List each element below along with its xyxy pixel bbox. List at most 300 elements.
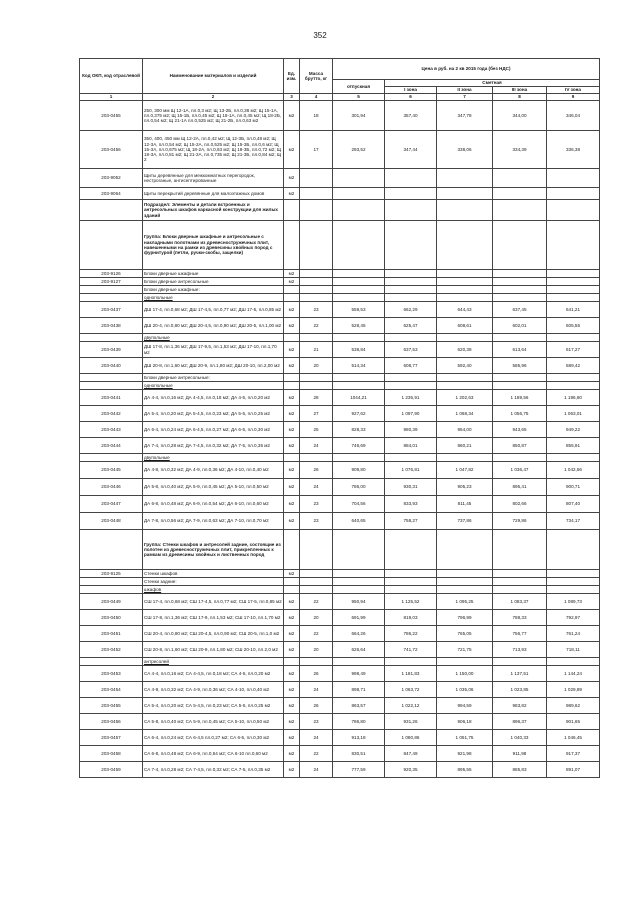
table-row [80, 682, 600, 698]
row-price-zone-2: 347,78 [437, 101, 493, 131]
row-unit: м2 [284, 462, 300, 479]
row-mass [300, 169, 333, 188]
empty-cell [493, 658, 547, 666]
subheading-row [80, 658, 600, 666]
row-mass: 22 [300, 746, 333, 762]
row-mass: 18 [300, 101, 333, 131]
row-price-zone-3: 943,65 [493, 422, 547, 438]
empty-cell [333, 382, 385, 390]
row-code [80, 200, 143, 221]
row-price-release: 746,69 [333, 438, 385, 454]
row-price-release: 514,34 [333, 358, 385, 374]
row-name: СА 4-4, пл.0,16 м2; СА 4-4,5, пл.0,18 м2; СА 4-5, пл.0,20 м2 [143, 666, 284, 682]
row-price-zone-1: 1 097,90 [385, 406, 437, 422]
row-price-zone-2: 1 095,25 [437, 594, 493, 610]
row-price-zone-2: 338,06 [437, 131, 493, 169]
row-price-zone-1: 357,40 [385, 101, 437, 131]
row-price-zone-3: 602,01 [493, 318, 547, 334]
table-row [80, 730, 600, 746]
row-code: 203-0438 [80, 318, 143, 334]
table-row [80, 479, 600, 496]
empty-cell [437, 454, 493, 462]
row-price-zone-4: 949,22 [547, 422, 600, 438]
empty-cell [547, 658, 600, 666]
empty-cell [333, 294, 385, 302]
table-row [80, 131, 600, 169]
empty-cell [493, 530, 547, 570]
row-mass: 23 [300, 513, 333, 530]
row-mass: 20 [300, 610, 333, 626]
row-price-zone-4: 1 046,45 [547, 730, 600, 746]
row-price-zone-3 [493, 188, 547, 200]
row-price-zone-2: 1 150,00 [437, 666, 493, 682]
row-name: ДШ 17-4, пл.0,68 м2; ДШ 17-4,5, пл.0,77 м2; ДШ 17-5, пл.0,85 м2 [143, 302, 284, 318]
row-code: 203-0440 [80, 358, 143, 374]
empty-cell [385, 382, 437, 390]
row-name: СШ 17-8, пл.1,36 м2; СШ 17-9, пл.1,53 м2; СШ 17-10, пл.1,70 м2 [143, 610, 284, 626]
row-name: 250, 300 мм Щ 12-1А, пл.0,3 м2; Щ 13-2Б, пл.0,36 м2; Щ 15-1А, пл.0,375 м2; Щ 15-1Б, пл.0,45 м2; Щ 18-1А, пл.0,45 м2; Щ 18-2Б, пл.0,54 м2; Щ 21-1А пл.0,525 м2; Щ 21-2Б, пл.0,63 м2 [143, 101, 284, 131]
row-price-zone-4: 1 196,60 [547, 390, 600, 406]
row-price-zone-1 [385, 169, 437, 188]
header-unit: Ед. изм. [284, 59, 300, 94]
row-price-release: 786,00 [333, 479, 385, 496]
row-price-zone-4: 346,04 [547, 101, 600, 131]
row-code [80, 334, 143, 342]
empty-cell [437, 374, 493, 382]
row-price-zone-3: 850,87 [493, 438, 547, 454]
row-mass [300, 278, 333, 286]
empty-cell [284, 454, 300, 462]
row-price-zone-1: 833,93 [385, 496, 437, 513]
row-price-zone-4: 1 144,24 [547, 666, 600, 682]
empty-cell [284, 658, 300, 666]
row-price-zone-3: 1 040,33 [493, 730, 547, 746]
row-mass: 22 [300, 594, 333, 610]
row-price-zone-2 [437, 188, 493, 200]
row-price-zone-1: 1 235,91 [385, 390, 437, 406]
row-mass: 23 [300, 302, 333, 318]
header-estimate: Сметная [385, 80, 600, 87]
row-unit: м2 [284, 422, 300, 438]
header-release-price: отпускная [333, 80, 385, 94]
empty-cell [284, 530, 300, 570]
row-price-zone-4 [547, 570, 600, 578]
row-code [80, 286, 143, 294]
row-mass: 28 [300, 390, 333, 406]
subheading-row [80, 374, 600, 382]
row-mass: 24 [300, 730, 333, 746]
empty-cell [284, 286, 300, 294]
subheading: двупольные [143, 334, 284, 342]
row-unit: м2 [284, 131, 300, 169]
row-price-zone-2: 608,61 [437, 318, 493, 334]
row-price-release: 950,94 [333, 594, 385, 610]
row-name: Щиты деревянные для межкомнатных перегородок, нестроганые, антисептированные [143, 169, 284, 188]
row-code: 203-0447 [80, 496, 143, 513]
row-price-zone-1: 741,72 [385, 642, 437, 658]
subheading-row [80, 454, 600, 462]
row-price-zone-3: 895,41 [493, 479, 547, 496]
col-number: 8 [493, 94, 547, 101]
subheading-row [80, 578, 600, 586]
row-unit: м2 [284, 570, 300, 578]
row-price-release [333, 169, 385, 188]
row-mass: 22 [300, 626, 333, 642]
row-name: ДА 7-4, пл.0,28 м2; ДА 7-4,5, пл.0,32 м2; ДА 7-5, пл.0,35 м2 [143, 438, 284, 454]
row-mass: 26 [300, 666, 333, 682]
row-price-zone-1: 884,01 [385, 438, 437, 454]
row-name: 350, 400, 450 мм Щ 12-2А, пл.0,42 м2; Щ 12-3Б, пл.0,48 м2; Щ 12-3А, пл.0,54 м2; Щ 15-2А, пл.0,525 м2; Щ 15-3Б, пл.0,6 м2; Щ 15-3А, пл.0,675 м2; Щ 18-2А, пл.0,63 м2; Щ 18-3Б, пл.0,72 м2; Щ 18-3А, пл.0,81 м2; Щ 21-2А, пл.0,735 м2; Щ 21-3Б, пл.0,84 м2; Щ 2 [143, 131, 284, 169]
empty-cell [493, 334, 547, 342]
table-row [80, 626, 600, 642]
row-mass: 26 [300, 698, 333, 714]
row-code [80, 294, 143, 302]
empty-cell [385, 286, 437, 294]
row-mass [300, 570, 333, 578]
row-price-zone-2: 905,23 [437, 479, 493, 496]
header-price-title: Цена в руб. на 2 кв 2015 года (без НДС) [333, 59, 600, 80]
row-name: ДА 4-8, пл.0,32 м2; ДА 4-9, пл.0,36 м2; ДА 4-10, пл.0,40 м2 [143, 462, 284, 479]
subheading: двупольные [143, 454, 284, 462]
section-heading-row [80, 200, 600, 221]
row-code [80, 586, 143, 594]
section-heading: Группа: Блоки дверные шкафные и антресольные с накладными полотнами из древесностружечных плит, навешенными на рамки из древесины хвойных пород с фурнитурой (петли, ручки-скобы, защелки) [143, 221, 284, 270]
row-name: СА 7-4, пл.0,28 м2; СА 7-4,5, пл.0,32 м2; СА 7-5, пл.0,35 м2 [143, 762, 284, 778]
table-row [80, 318, 600, 334]
row-code: 203-0446 [80, 479, 143, 496]
empty-cell [547, 586, 600, 594]
row-price-zone-1: 920,35 [385, 762, 437, 778]
header-name: Наименование материалов и изделий [143, 59, 284, 94]
row-price-zone-4: 900,71 [547, 479, 600, 496]
row-name: ДА 5-4, пл.0,20 м2; ДА 5-4,5, пл.0,23 м2; ДА 5-5, пл.0,25 м2 [143, 406, 284, 422]
row-price-zone-4: 1 042,56 [547, 462, 600, 479]
row-price-release: 664,26 [333, 626, 385, 642]
row-price-release: 998,49 [333, 666, 385, 682]
row-unit: м2 [284, 714, 300, 730]
row-mass: 24 [300, 479, 333, 496]
row-unit: м2 [284, 278, 300, 286]
row-price-zone-2: 620,38 [437, 342, 493, 358]
row-price-zone-2: 1 051,75 [437, 730, 493, 746]
row-price-release: 626,64 [333, 642, 385, 658]
table-row [80, 188, 600, 200]
row-unit: м2 [284, 101, 300, 131]
row-price-zone-4: 1 063,01 [547, 406, 600, 422]
row-price-zone-2: 994,59 [437, 698, 493, 714]
empty-cell [547, 200, 600, 221]
table-row [80, 278, 600, 286]
col-number: 5 [333, 94, 385, 101]
row-unit: м2 [284, 513, 300, 530]
row-code: 203-0454 [80, 682, 143, 698]
empty-cell [300, 530, 333, 570]
row-code: 203-0453 [80, 666, 143, 682]
subheading: Стенки задние: [143, 578, 284, 586]
row-price-zone-1: 980,39 [385, 422, 437, 438]
empty-cell [284, 294, 300, 302]
row-name: ДА 4-4, пл.0,16 м2; ДА 4-4,5, пл.0,18 м2; ДА 4-5, пл.0,20 м2 [143, 390, 284, 406]
row-price-zone-1: 1 022,12 [385, 698, 437, 714]
row-code: 203-0443 [80, 422, 143, 438]
row-price-zone-1: 1 125,52 [385, 594, 437, 610]
row-price-release [333, 570, 385, 578]
subheading-row [80, 586, 600, 594]
header-zone-1: I зона [385, 87, 437, 94]
row-price-zone-4: 807,40 [547, 496, 600, 513]
row-price-zone-3: 788,33 [493, 610, 547, 626]
table-row [80, 169, 600, 188]
empty-cell [300, 578, 333, 586]
row-price-zone-3: 1 023,85 [493, 682, 547, 698]
row-price-zone-3: 613,64 [493, 342, 547, 358]
row-code: 203-0437 [80, 302, 143, 318]
row-price-zone-2: 1 202,63 [437, 390, 493, 406]
row-price-release: 528,45 [333, 318, 385, 334]
row-price-zone-3 [493, 169, 547, 188]
empty-cell [300, 658, 333, 666]
empty-cell [493, 221, 547, 270]
row-unit: м2 [284, 496, 300, 513]
row-unit: м2 [284, 610, 300, 626]
row-price-zone-4: 792,97 [547, 610, 600, 626]
empty-cell [284, 578, 300, 586]
row-unit: м2 [284, 730, 300, 746]
row-unit: м2 [284, 626, 300, 642]
row-code: 203-0448 [80, 513, 143, 530]
row-price-zone-1 [385, 270, 437, 278]
empty-cell [333, 586, 385, 594]
row-price-zone-3: 896,37 [493, 714, 547, 730]
row-price-zone-1: 1 181,83 [385, 666, 437, 682]
row-price-zone-2: 737,86 [437, 513, 493, 530]
row-price-zone-3: 983,82 [493, 698, 547, 714]
row-name: Стенки шкафов [143, 570, 284, 578]
row-unit: м2 [284, 438, 300, 454]
empty-cell [547, 294, 600, 302]
row-code: 203-0439 [80, 342, 143, 358]
row-mass: 24 [300, 682, 333, 698]
row-price-zone-2: 1 047,82 [437, 462, 493, 479]
table-row [80, 714, 600, 730]
header-zone-3: III зона [493, 87, 547, 94]
row-price-zone-1: 1 080,86 [385, 730, 437, 746]
row-code: 203-0455 [80, 698, 143, 714]
row-price-zone-1: 662,29 [385, 302, 437, 318]
table-row [80, 342, 600, 358]
table-row [80, 762, 600, 778]
empty-cell [333, 530, 385, 570]
row-price-zone-1: 819,03 [385, 610, 437, 626]
subheading: Блоки дверные шкафные: [143, 286, 284, 294]
row-price-zone-4: 605,55 [547, 318, 600, 334]
row-price-zone-2 [437, 278, 493, 286]
row-price-zone-1 [385, 278, 437, 286]
row-price-zone-3: 885,83 [493, 762, 547, 778]
row-price-zone-4: 336,38 [547, 131, 600, 169]
col-number: 4 [300, 94, 333, 101]
row-price-zone-4 [547, 169, 600, 188]
price-table [79, 58, 600, 778]
empty-cell [493, 454, 547, 462]
row-price-zone-3: 1 056,75 [493, 406, 547, 422]
empty-cell [493, 382, 547, 390]
empty-cell [437, 658, 493, 666]
empty-cell [493, 578, 547, 586]
empty-cell [300, 221, 333, 270]
row-price-zone-2: 921,98 [437, 746, 493, 762]
empty-cell [300, 382, 333, 390]
row-code: 203-0445 [80, 462, 143, 479]
row-unit: м2 [284, 666, 300, 682]
table-row [80, 438, 600, 454]
row-price-release: 863,57 [333, 698, 385, 714]
row-unit: м2 [284, 302, 300, 318]
header-zone-4: IV зона [547, 87, 600, 94]
row-price-zone-3: 1 083,37 [493, 594, 547, 610]
row-code: 203-0441 [80, 390, 143, 406]
row-price-zone-2 [437, 169, 493, 188]
empty-cell [300, 286, 333, 294]
row-mass: 21 [300, 342, 333, 358]
row-price-release: 828,33 [333, 422, 385, 438]
row-price-zone-1: 758,27 [385, 513, 437, 530]
row-price-zone-2: 765,05 [437, 626, 493, 642]
row-price-release [333, 270, 385, 278]
row-unit: м2 [284, 479, 300, 496]
price-table-wrapper [79, 58, 599, 778]
row-price-release: 293,52 [333, 131, 385, 169]
row-unit: м2 [284, 318, 300, 334]
row-code [80, 454, 143, 462]
empty-cell [437, 530, 493, 570]
row-price-zone-2 [437, 270, 493, 278]
row-mass: 24 [300, 762, 333, 778]
empty-cell [300, 454, 333, 462]
row-price-zone-4: 718,11 [547, 642, 600, 658]
row-price-release: 830,51 [333, 746, 385, 762]
empty-cell [385, 586, 437, 594]
row-mass: 23 [300, 714, 333, 730]
empty-cell [385, 530, 437, 570]
row-code [80, 382, 143, 390]
row-code: 203-0449 [80, 594, 143, 610]
empty-cell [437, 578, 493, 586]
row-price-release: 691,99 [333, 610, 385, 626]
row-price-zone-1: 625,47 [385, 318, 437, 334]
row-unit: м2 [284, 358, 300, 374]
section-heading: Группа: Стенки шкафов и антресолей задние, состоящие из полотен из древесностружечных плит, прикрепленных к рамкам из древесины хвойных и лиственных пород [143, 530, 284, 570]
row-mass [300, 188, 333, 200]
empty-cell [333, 578, 385, 586]
empty-cell [547, 578, 600, 586]
row-mass [300, 270, 333, 278]
section-heading-row [80, 530, 600, 570]
row-price-zone-1: 930,31 [385, 479, 437, 496]
empty-cell [437, 382, 493, 390]
row-code [80, 221, 143, 270]
col-number: 7 [437, 94, 493, 101]
empty-cell [547, 221, 600, 270]
row-price-zone-3: 1 137,51 [493, 666, 547, 682]
row-price-zone-3: 729,86 [493, 513, 547, 530]
row-unit: м2 [284, 762, 300, 778]
table-header [80, 59, 600, 101]
empty-cell [333, 374, 385, 382]
empty-cell [547, 334, 600, 342]
header-zone-2: II зона [437, 87, 493, 94]
row-name: ДА 6-8, пл.0,48 м2; ДА 6-9, пл.0,54 м2; ДА 6-10, пл.0,60 м2 [143, 496, 284, 513]
row-price-zone-4 [547, 270, 600, 278]
table-row [80, 358, 600, 374]
row-price-zone-2: 1 068,34 [437, 406, 493, 422]
empty-cell [385, 658, 437, 666]
row-price-release: 301,94 [333, 101, 385, 131]
row-name: СА 5-8, пл.0,40 м2; СА 5-9, пл.0,45 м2; СА 5-10, пл.0,50 м2 [143, 714, 284, 730]
subheading-row [80, 286, 600, 294]
row-price-zone-2 [437, 570, 493, 578]
row-price-zone-1: 637,53 [385, 342, 437, 358]
subheading-row [80, 382, 600, 390]
row-price-zone-4: 617,27 [547, 342, 600, 358]
row-name: СА 4-8, пл.0,32 м2; СА 4-9, пл.0,36 м2; СА 4-10, пл.0,40 м2 [143, 682, 284, 698]
row-price-release [333, 188, 385, 200]
row-price-zone-2: 644,43 [437, 302, 493, 318]
row-price-release: 909,80 [333, 462, 385, 479]
subheading: шкафов [143, 586, 284, 594]
row-price-zone-2: 906,18 [437, 714, 493, 730]
empty-cell [385, 221, 437, 270]
row-name: ДШ 17-8, пл.1,36 м2; ДШ 17-9,5, пл.1,53 м2; ДШ 17-10, пл.1,70 м2 [143, 342, 284, 358]
empty-cell [333, 286, 385, 294]
row-price-zone-1: 1 076,81 [385, 462, 437, 479]
table-row [80, 496, 600, 513]
row-price-zone-1: 847,49 [385, 746, 437, 762]
row-name: СА 5-4, пл.0,20 м2; СА 5-4,5, пл.0,23 м2; СА 5-5, пл.0,25 м2 [143, 698, 284, 714]
empty-cell [493, 294, 547, 302]
row-price-zone-3: 911,98 [493, 746, 547, 762]
row-code: 203-9126 [80, 270, 143, 278]
empty-cell [437, 586, 493, 594]
empty-cell [493, 200, 547, 221]
subheading: Блоки дверные антресольные: [143, 374, 284, 382]
row-price-zone-4: 901,65 [547, 714, 600, 730]
table-row [80, 101, 600, 131]
empty-cell [493, 286, 547, 294]
empty-cell [300, 294, 333, 302]
row-code: 203-0450 [80, 610, 143, 626]
empty-cell [385, 454, 437, 462]
row-price-zone-4: 989,62 [547, 698, 600, 714]
subheading: однопольные [143, 294, 284, 302]
empty-cell [284, 374, 300, 382]
row-unit: м2 [284, 390, 300, 406]
empty-cell [547, 454, 600, 462]
row-mass: 22 [300, 318, 333, 334]
row-price-zone-1: 347,44 [385, 131, 437, 169]
empty-cell [437, 200, 493, 221]
row-code: 203-0442 [80, 406, 143, 422]
row-mass: 23 [300, 496, 333, 513]
row-unit: м2 [284, 594, 300, 610]
row-unit: м2 [284, 406, 300, 422]
row-price-zone-1: 1 063,72 [385, 682, 437, 698]
empty-cell [437, 221, 493, 270]
row-price-release: 1044,21 [333, 390, 385, 406]
row-code: 203-0456 [80, 131, 143, 169]
row-price-zone-4 [547, 188, 600, 200]
col-number: 6 [385, 94, 437, 101]
